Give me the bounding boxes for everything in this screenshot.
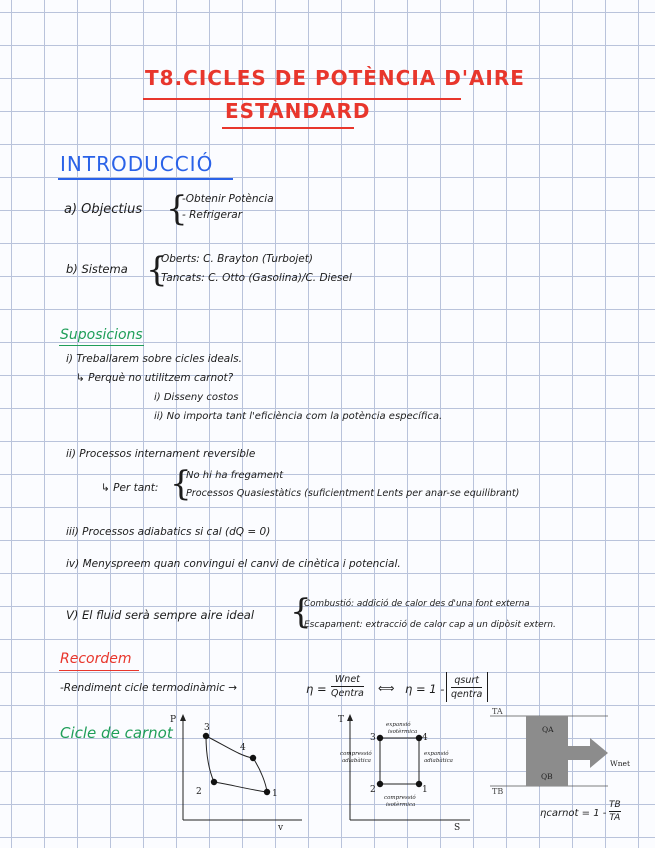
qa-label: QA (542, 725, 554, 734)
suposicio-iii: iii) Processos adiabatics si cal (dQ = 0) (66, 526, 271, 538)
ts-top-label-2: isotèrmica (388, 729, 418, 735)
ts-right-label-2: adiabàtica (424, 758, 453, 764)
ts-bottom-label-2: isotèrmica (386, 802, 416, 808)
fraction-bar (609, 811, 621, 812)
ts-cycle-rect (380, 738, 419, 784)
ts-top-label-1: expansió (386, 722, 411, 728)
wnet-arrow (568, 738, 608, 768)
pv-point-1 (264, 789, 270, 795)
pv-x-label: v (278, 823, 284, 832)
recordem-iff-arrow: ⟺ (378, 681, 395, 695)
suposicio-ii-item-2: Processos Quasiestàtics (suficientment Lents per anar-se equilibrant) (186, 488, 520, 499)
suposicions-heading: Suposicions (60, 327, 143, 343)
heat-engine-diagram (486, 708, 636, 798)
objectius-label: a) Objectius (64, 202, 143, 217)
pv-point-4 (250, 755, 256, 761)
suposicio-v-brace: { (290, 592, 312, 632)
ts-y-label: T (338, 715, 345, 725)
ts-label-4: 4 (422, 733, 428, 743)
tb-num: TB (609, 800, 621, 810)
ts-label-3: 3 (370, 733, 376, 743)
ts-y-arrow (347, 714, 353, 721)
intro-heading: INTRODUCCIÓ (60, 152, 214, 176)
pv-point-3 (203, 733, 209, 739)
suposicio-i-answer-2: ii) No importa tant l'eficiència com la potència específica. (154, 411, 443, 422)
q-entra: Qentra (331, 688, 364, 699)
qb-label: QB (541, 772, 553, 781)
suposicio-i: i) Treballarem sobre cicles ideals. (66, 353, 242, 365)
title-underline-2 (222, 127, 354, 129)
sistema-item-2: Tancats: C. Otto (Gasolina)/C. Diesel (161, 272, 352, 284)
q-surt: qsurt (454, 675, 479, 686)
ta-label: TA (492, 708, 503, 716)
ts-bottom-label-1: compressió (384, 795, 416, 801)
recordem-text: -Rendiment cicle termodinàmic → (60, 682, 238, 694)
suposicio-v-item-1: Combustió: addició de calor des d'una font externa (304, 599, 530, 609)
objectius-item-1: -Obtenir Potència (182, 193, 274, 205)
carnot-heading: Cicle de carnot (60, 724, 173, 742)
ts-x-label: S (454, 823, 461, 832)
suposicio-v: V) El fluid serà sempre aire ideal (66, 608, 255, 622)
objectius-item-2: - Refrigerar (182, 209, 243, 221)
suposicio-iv: iv) Menyspreem quan convingui el canvi de cinètica i potencial. (66, 558, 401, 570)
recordem-underline (59, 670, 139, 671)
suposicio-i-answer-1: i) Disseny costos (154, 392, 239, 403)
pv-label-3: 3 (204, 723, 210, 733)
q-entra-2: qentra (451, 689, 483, 700)
abs-bar-left (446, 672, 447, 702)
ta-den: TA (609, 813, 621, 823)
carnot-efficiency-label: ηcarnot = 1 - (540, 808, 607, 819)
title-line-1: T8.CICLES DE POTÈNCIA D'AIRE (145, 66, 525, 90)
recordem-fraction-2 (451, 675, 482, 700)
fraction-bar (331, 686, 364, 687)
pv-diagram (168, 712, 308, 832)
ts-label-2: 2 (370, 785, 376, 795)
fraction-bar (451, 687, 482, 688)
pv-label-2: 2 (196, 787, 202, 797)
tb-label: TB (492, 787, 504, 796)
title-line-2: ESTÀNDARD (225, 99, 371, 123)
ts-right-label-1: expansió (424, 751, 449, 757)
pv-y-label: P (170, 715, 177, 725)
ts-left-label-2: adiabàtica (342, 758, 371, 764)
pv-label-1: 1 (272, 789, 278, 799)
sistema-item-1: Oberts: C. Brayton (Turbojet) (161, 253, 313, 265)
suposicio-ii: ii) Processos internament reversible (66, 448, 256, 460)
w-net: Wnet (334, 674, 360, 685)
abs-bar-right (487, 672, 488, 702)
ts-diagram (336, 712, 476, 832)
sistema-label: b) Sistema (66, 262, 128, 276)
suposicio-ii-brace: { (170, 464, 192, 504)
suposicio-i-question: ↳ Perquè no utilitzem carnot? (76, 372, 234, 384)
intro-underline (58, 178, 233, 180)
sistema-brace: { (146, 250, 168, 290)
suposicio-v-item-2: Escapament: extracció de calor cap a un dipòsit extern. (304, 620, 556, 630)
suposicio-ii-label: ↳ Per tant: (101, 482, 159, 494)
suposicions-underline (59, 345, 144, 346)
pv-label-4: 4 (240, 743, 246, 753)
recordem-heading: Recordem (60, 651, 132, 667)
recordem-eta: η = (306, 682, 327, 696)
ts-point-2 (377, 781, 383, 787)
objectius-brace: { (166, 189, 188, 229)
ts-label-1: 1 (422, 785, 428, 795)
wnet-label: Wnet (610, 759, 630, 768)
pv-y-arrow (180, 714, 186, 721)
suposicio-ii-item-1: No hi ha fregament (186, 470, 284, 481)
carnot-efficiency-fraction (609, 800, 621, 823)
ts-point-3 (377, 735, 383, 741)
ts-left-label-1: compressió (340, 751, 372, 757)
pv-point-2 (211, 779, 217, 785)
recordem-eta-2: η = 1 - (405, 682, 445, 696)
recordem-fraction-1 (331, 674, 364, 699)
